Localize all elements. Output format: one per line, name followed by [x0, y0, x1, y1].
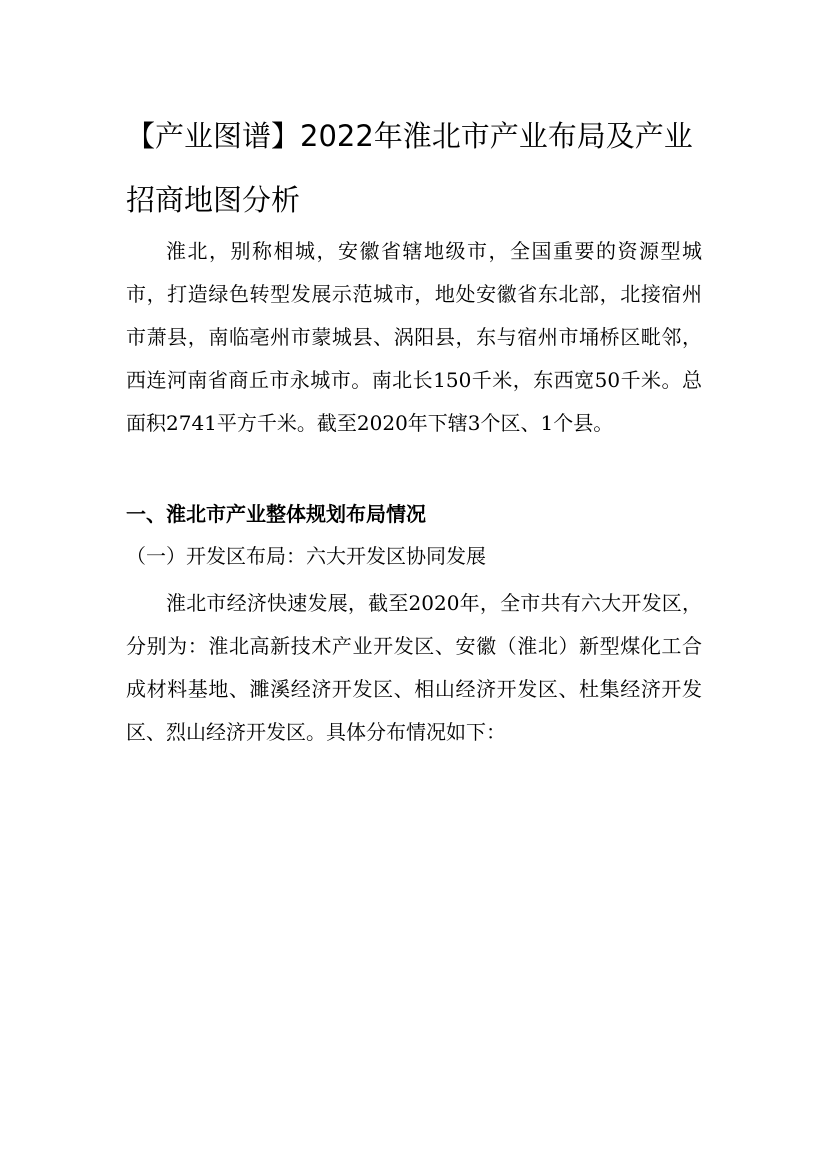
- development-zones-paragraph: 淮北市经济快速发展，截至2020年，全市共有六大开发区，分别为：淮北高新技术产业开发区、安徽（淮北）新型煤化工合成材料基地、濉溪经济开发区、相山经济开发区、杜集经济开发区、烈山经济开发区。具体分布情况如下：: [126, 591, 702, 744]
- intro-paragraph: 淮北，别称相城，安徽省辖地级市，全国重要的资源型城市，打造绿色转型发展示范城市，地处安徽省东北部，北接宿州市萧县，南临亳州市蒙城县、涡阳县，东与宿州市埇桥区毗邻，西连河南省商丘市永城市。南北长150千米，东西宽50千米。总面积2741平方千米。截至2020年下辖3个区、1个县。: [126, 239, 702, 435]
- subsection-heading: （一）开发区布局：六大开发区协同发展: [126, 544, 486, 568]
- section-heading: 一、淮北市产业整体规划布局情况: [126, 502, 426, 526]
- document-title: 【产业图谱】2022年淮北市产业布局及产业招商地图分析: [126, 119, 693, 217]
